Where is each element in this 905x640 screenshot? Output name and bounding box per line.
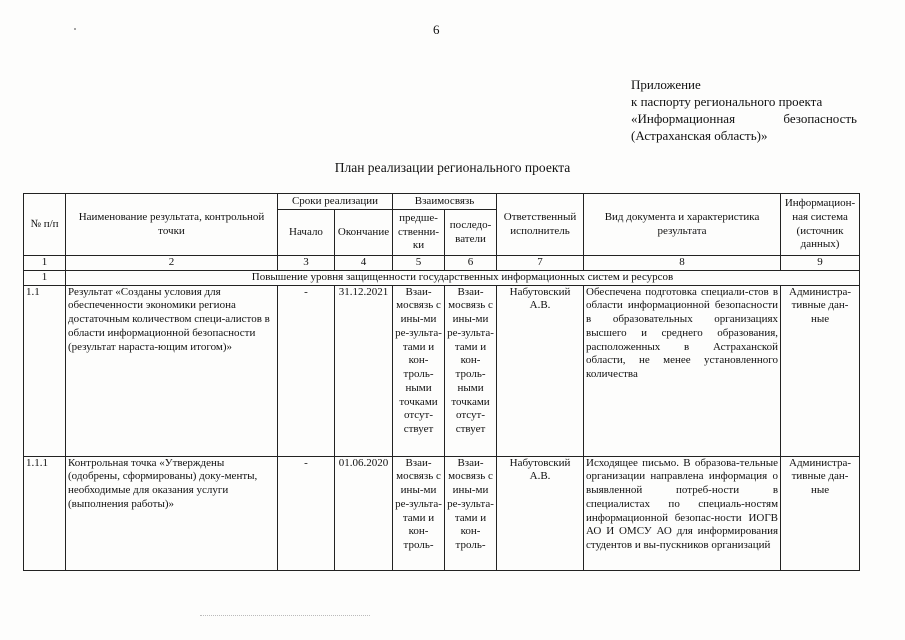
header-responsible: Ответственный исполнитель [497, 194, 584, 256]
col-number: 3 [278, 256, 335, 271]
col-number: 9 [781, 256, 860, 271]
annex-line-1: Приложение [631, 77, 701, 92]
row-document: Обеспечена подготовка специали-стов в области информационной безопасности в образовательных организациях высшего и среднего образования, расположенных в Астраханской области, не менее установленного количества [584, 285, 781, 456]
header-predecessors: предше-ственни-ки [393, 210, 445, 256]
header-start: Начало [278, 210, 335, 256]
row-end: 31.12.2021 [335, 285, 393, 456]
document-title: План реализации регионального проекта [334, 160, 571, 175]
col-number: 6 [445, 256, 497, 271]
annex-line-4: (Астраханская область)» [631, 127, 768, 143]
header-document: Вид документа и характеристика результата [584, 194, 781, 256]
page-number: 6 [433, 22, 440, 37]
annex-note [631, 77, 857, 145]
row-successors: Взаи-мосвязь с ины-ми ре-зульта-тами и кон-троль- [445, 456, 497, 570]
row-name: Контрольная точка «Утверждены (одобрены, сформированы) доку-менты, необходимые для оказания услуги (выполнения работы)» [66, 456, 278, 570]
row-document: Исходящее письмо. В образова-тельные организации направлена информация о выявленной потреб-ности в специалистах по специаль-ностям информационной безопас-ности ИОГВ АО И ОМСУ АО для информирования студентов и вы-пускников организаций [584, 456, 781, 570]
header-links: Взаимосвязь [393, 194, 497, 210]
row-responsible: Набутовский А.В. [497, 285, 584, 456]
row-start: - [278, 285, 335, 456]
table-row [24, 456, 860, 570]
scan-speck [74, 28, 76, 30]
header-name: Наименование результата, контрольной точки [66, 194, 278, 256]
row-predecessors: Взаи-мосвязь с ины-ми ре-зульта-тами и кон-троль- [393, 456, 445, 570]
header-terms: Сроки реализации [278, 194, 393, 210]
header-info-system: Информацион-ная система (источник данных) [781, 194, 860, 256]
row-responsible: Набутовский А.В. [497, 456, 584, 570]
implementation-plan-table [23, 193, 860, 571]
section-number: 1 [24, 270, 66, 285]
header-num: № п/п [24, 194, 66, 256]
row-end: 01.06.2020 [335, 456, 393, 570]
column-numbers-row [24, 256, 860, 271]
header-end: Окончание [335, 210, 393, 256]
row-start: - [278, 456, 335, 570]
annex-line-2: к паспорту регионального проекта [631, 93, 823, 109]
col-number: 5 [393, 256, 445, 271]
row-name: Результат «Созданы условия для обеспеченности экономики региона достаточным количеством специ-алистов в области информационной безопасности (результат нараста-ющим итогом)» [66, 285, 278, 456]
header-successors: последо-ватели [445, 210, 497, 256]
row-predecessors: Взаи-мосвязь с ины-ми ре-зульта-тами и кон-троль-ными точками отсут-ствует [393, 285, 445, 456]
annex-line-3: «Информационная безопасность [631, 110, 857, 126]
col-number: 4 [335, 256, 393, 271]
row-info-system: Администра-тивные дан-ные [781, 285, 860, 456]
scan-artifact [200, 615, 370, 618]
col-number: 8 [584, 256, 781, 271]
col-number: 7 [497, 256, 584, 271]
section-title: Повышение уровня защищенности государственных информационных систем и ресурсов [66, 270, 860, 285]
row-number: 1.1.1 [24, 456, 66, 570]
table-row [24, 285, 860, 456]
col-number: 2 [66, 256, 278, 271]
row-number: 1.1 [24, 285, 66, 456]
row-info-system: Администра-тивные дан-ные [781, 456, 860, 570]
section-row [24, 270, 860, 285]
col-number: 1 [24, 256, 66, 271]
row-successors: Взаи-мосвязь с ины-ми ре-зульта-тами и кон-троль-ными точками отсут-ствует [445, 285, 497, 456]
